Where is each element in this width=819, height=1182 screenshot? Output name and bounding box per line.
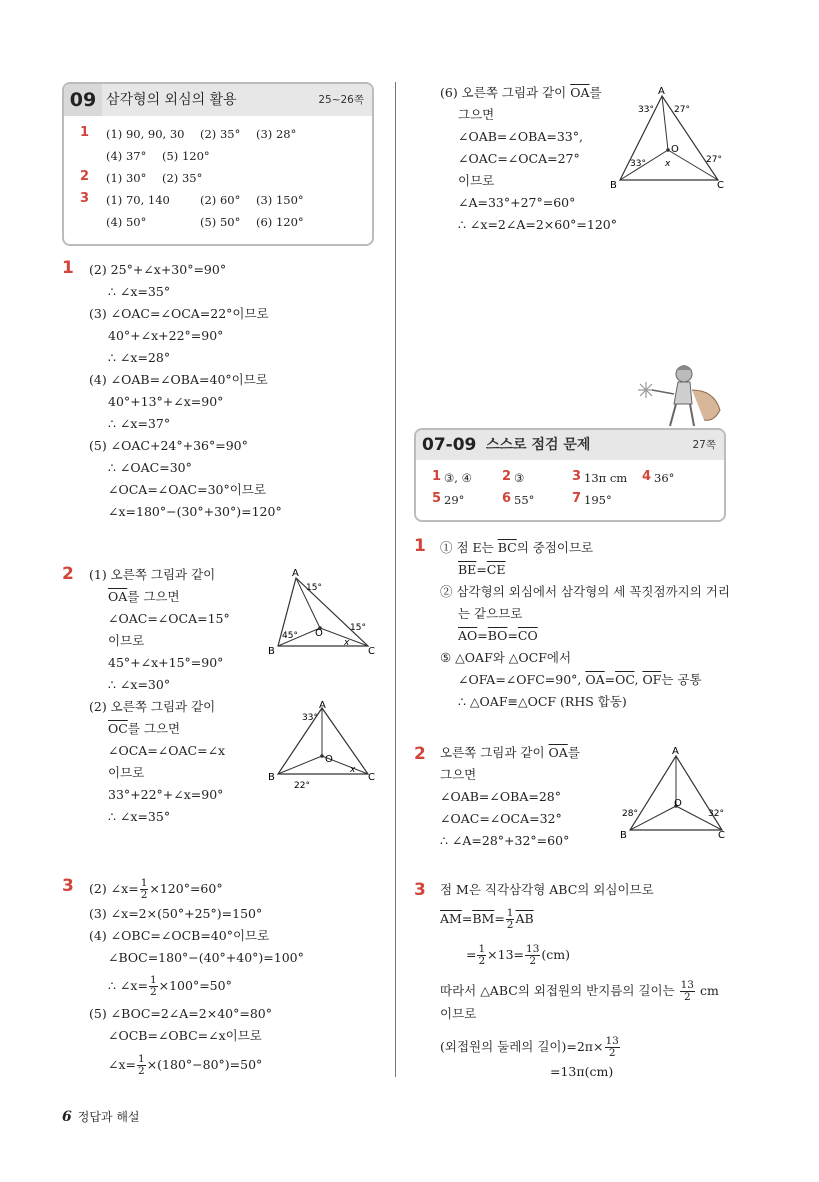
solution-line: ∠OAC=∠OCA=27° [458,151,580,166]
answer-item: (1) 70, 140 [106,193,170,207]
section-title: 삼각형의 외심의 활용 [106,92,237,108]
angle-label: 22° [294,781,310,791]
angle-label: 33° [630,159,646,169]
triangle-figure-q2 [614,744,730,844]
angle-label: 45° [282,631,298,641]
segment-OC: $\overline{OC}$ [108,721,128,736]
solution-line: ∠x= $\frac{1}{2}$ ×(180°−80°)=50° [108,1053,263,1077]
angle-label: x [350,765,356,775]
vertex-label: A [672,746,679,757]
solution-line: ∴ △OAF≡△OCF (RHS 합동) [458,694,627,709]
answer-item: (1) 90, 90, 30 [106,127,185,141]
solution-line: ∠OCA=∠OAC=∠x [108,743,226,758]
answer-item: 13π cm [584,471,628,485]
solution-line: ∴ ∠x=35° [108,284,171,299]
answer-item: (4) 50° [106,215,147,229]
solution-text: 를 그으면 [127,721,181,736]
solution-line: =13π(cm) [550,1064,614,1079]
answer-item: ③, ④ [444,471,472,485]
solution-line: 오른쪽 그림과 같이 $\overline{OA}$를 [440,745,580,760]
answer-item: (2) 35° [200,127,241,141]
answer-number: 3 [80,191,90,206]
answer-item: (5) 50° [200,215,241,229]
answer-item: (2) 35° [162,171,203,185]
solution-line: ② 삼각형의 외심에서 삼각형의 세 꼭짓점까지의 거리 [440,584,730,599]
answer-item: (2) 60° [200,193,241,207]
answer-number: 1 [432,469,442,484]
solution-line: 이므로 [440,1006,477,1021]
section-09-header [64,84,372,116]
solution-line: (6) 오른쪽 그림과 같이 $\overline{OA}$를 [440,85,602,100]
solution-line: ∴ ∠x=2∠A=2×60°=120° [458,217,618,232]
solution-line: ∴ ∠x=30° [108,677,171,692]
answer-number: 4 [642,469,652,484]
section-title: 07-09 [422,435,477,455]
solution-line: ∠OAC=∠OCA=15° [108,611,230,626]
solution-line: 40°+13°+∠x=90° [108,394,224,409]
triangle-figure-6 [604,84,730,190]
vertex-label: B [268,646,275,657]
answer-number: 3 [572,469,582,484]
column-divider [395,82,396,1077]
solution-line: (1) 오른쪽 그림과 같이 [89,567,216,582]
section-subtitle: 스스로 점검 문제 [486,437,591,453]
segment-OA: $\overline{OA}$ [108,589,128,604]
solution-line: ∠OAC=∠OCA=32° [440,811,562,826]
solution-line: 는 같으므로 [458,606,523,621]
answer-number: 2 [502,469,512,484]
vertex-label: A [658,86,665,97]
solution-line: ∠OAB=∠OBA=33°, [458,129,583,144]
section-pages: 25~26쪽 [318,94,364,106]
vertex-label: C [718,830,725,841]
triangle-figure-2-2 [262,700,382,792]
angle-label: x [344,638,350,648]
solution-line: (2) 25°+∠x+30°=90° [89,262,227,277]
solution-line: ∠OAB=∠OBA=28° [440,789,561,804]
solution-line: $\overline{AO}=\overline{BO}=\overline{CO}$ [458,628,538,643]
solution-line: 그으면 [440,767,477,782]
solution-line: = $\frac{1}{2}$ ×13= $\frac{13}{2}$ (cm) [466,943,571,967]
vertex-label: O [325,754,333,765]
answer-number: 1 [80,125,90,140]
answer-item: (6) 120° [256,215,304,229]
angle-label: 27° [706,155,722,165]
solution-line: (4) ∠OAB=∠OBA=40°이므로 [89,372,268,387]
solution-line: (2) 오른쪽 그림과 같이 [89,699,216,714]
section-pages: 27쪽 [692,439,716,451]
problem-number: 1 [62,258,74,278]
problem-number: 2 [62,564,74,584]
section-09-answer-box [62,82,374,246]
solution-line: ∠BOC=180°−(40°+40°)=100° [108,950,304,965]
angle-label: 27° [674,105,690,115]
solution-line: 45°+∠x+15°=90° [108,655,224,670]
answer-item: ③ [514,471,525,485]
solution-line [108,721,180,737]
vertex-label: B [620,830,627,841]
solution-line: ∠A=33°+27°=60° [458,195,576,210]
angle-label: 15° [350,623,366,633]
solution-line: (5) ∠OAC+24°+36°=90° [89,438,248,453]
answer-item: 55° [514,493,535,507]
character-illustration [634,360,726,430]
answer-number: 5 [432,491,442,506]
solution-line: ∠OCB=∠OBC=∠x이므로 [108,1028,262,1043]
angle-label: 33° [638,105,654,115]
vertex-label: B [268,772,275,783]
solution-line: ∴ ∠x=35° [108,809,171,824]
answer-item: (5) 120° [162,149,210,163]
solution-line: 점 M은 직각삼각형 ABC의 외심이므로 [440,882,654,897]
solution-line: 따라서 △ABC의 외접원의 반지름의 길이는 $\frac{13}{2}$ cm [440,979,719,1003]
section-07-09-header [416,430,724,460]
section-07-09-answer-box [414,428,726,522]
solution-line: ∴ ∠x=37° [108,416,171,431]
solution-line: ∠OCA=∠OAC=30°이므로 [108,482,266,497]
angle-label: 28° [622,809,638,819]
answer-item: (4) 37° [106,149,147,163]
solution-line: ∴ ∠x=28° [108,350,171,365]
vertex-label: O [674,798,682,809]
solution-line: ∴ ∠A=28°+32°=60° [440,833,570,848]
solution-line: 그으면 [458,107,495,122]
vertex-label: O [315,628,323,639]
vertex-label: O [671,144,679,155]
vertex-label: B [610,180,617,190]
vertex-label: C [368,646,375,657]
solution-line: (3) ∠OAC=∠OCA=22°이므로 [89,306,269,321]
solution-line: 이므로 [458,173,495,188]
page-footer [62,1108,140,1125]
solution-line: ∴ ∠x= $\frac{1}{2}$ ×100°=50° [108,974,232,998]
problem-number: 2 [414,744,426,764]
solution-line: 33°+22°+∠x=90° [108,787,224,802]
section-badge: 09 [64,84,102,116]
answer-item: 195° [584,493,612,507]
solution-line: ① 점 E는 $\overline{BC}$의 중점이므로 [440,540,594,555]
solution-line: ∠OFA=∠OFC=90°, $\overline{OA}=\overline{OC}$, $\overline{OF}$는 공통 [458,672,702,687]
solution-line: ⑤ △OAF와 △OCF에서 [440,650,572,665]
solution-line: 이므로 [108,765,145,780]
vertex-label: A [292,568,299,579]
answer-item: (3) 28° [256,127,297,141]
vertex-label: A [319,700,326,711]
solution-line: (4) ∠OBC=∠OCB=40°이므로 [89,928,270,943]
answer-item: (1) 30° [106,171,147,185]
solution-line: ∠x=180°−(30°+30°)=120° [108,504,282,519]
answer-item: 36° [654,471,675,485]
answer-item: (3) 150° [256,193,304,207]
solution-line: (2) ∠x= $\frac{1}{2}$ ×120°=60° [89,877,223,901]
page-number: 6 [62,1109,72,1125]
solution-line: (3) ∠x=2×(50°+25°)=150° [89,906,263,921]
solution-line: $\overline{AM}=\overline{BM}=$ $\frac{1}{2}$ $\overline{AB}$ [440,907,534,931]
solution-line: 이므로 [108,633,145,648]
triangle-figure-2-1 [262,566,382,658]
solution-line: (5) ∠BOC=2∠A=2×40°=80° [89,1006,272,1021]
vertex-label: C [368,772,375,783]
answer-number: 7 [572,491,582,506]
solution-line [108,589,180,605]
answer-item: 29° [444,493,465,507]
answer-number: 6 [502,491,512,506]
solution-text: 를 그으면 [127,589,180,604]
angle-label: 32° [708,809,724,819]
solution-line: $\overline{BE}=\overline{CE}$ [458,562,506,577]
solution-line: ∴ ∠OAC=30° [108,460,192,475]
answer-number: 2 [80,169,90,184]
solution-line: (외접원의 둘레의 길이)=2π× $\frac{13}{2}$ [440,1035,619,1059]
problem-number: 3 [62,876,74,896]
angle-label: 33° [302,713,318,723]
angle-label: x [665,159,671,169]
problem-number: 1 [414,536,426,556]
vertex-label: C [717,180,724,190]
solution-line: 40°+∠x+22°=90° [108,328,224,343]
problem-number: 3 [414,880,426,900]
footer-label: 정답과 해설 [77,1110,140,1124]
angle-label: 15° [306,583,322,593]
